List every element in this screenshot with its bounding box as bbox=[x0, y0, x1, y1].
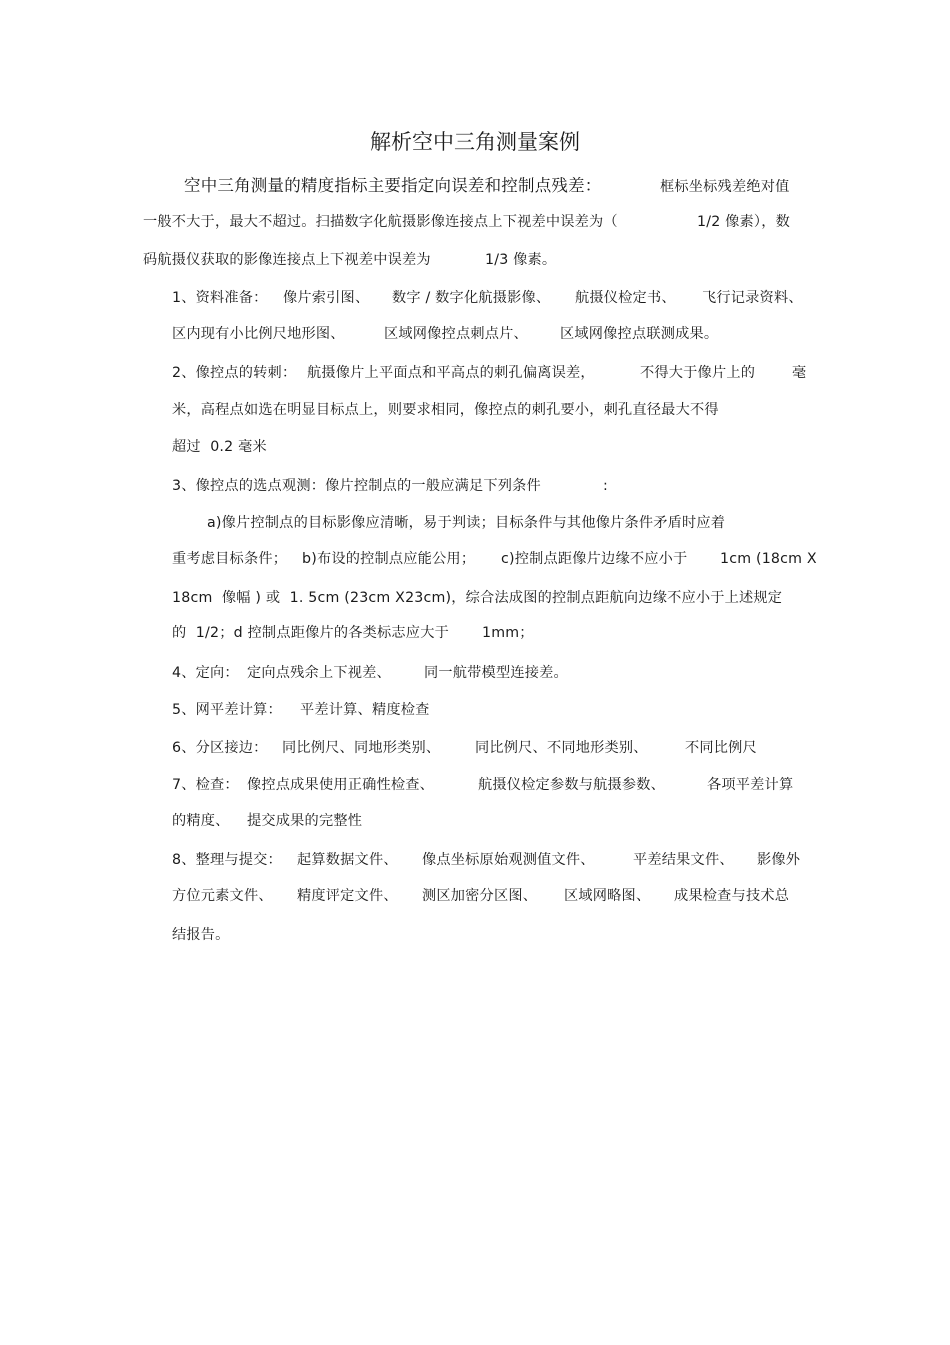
item4-text: 同一航带模型连接差。 bbox=[424, 665, 568, 681]
item3-text: c)控制点距像片边缘不应小于 bbox=[501, 551, 688, 567]
item8-text: 区域网略图、 bbox=[564, 888, 651, 904]
item8-text: 起算数据文件、 bbox=[297, 852, 398, 868]
item1-text: 像片索引图、 bbox=[283, 290, 370, 306]
item1-text: 数字 / 数字化航摄影像、 bbox=[392, 290, 551, 306]
item8-text: 方位元素文件、 bbox=[172, 888, 273, 904]
item3-text: 1cm (18cm X bbox=[720, 551, 817, 567]
item3-text: 1mm； bbox=[482, 625, 534, 641]
item8-text: 成果检查与技术总 bbox=[674, 888, 790, 904]
item6-heading: 6、分区接边： bbox=[172, 740, 268, 756]
item3-text: b)布设的控制点应能公用； bbox=[302, 551, 476, 567]
item2-text: 米，高程点如选在明显目标点上，则要求相同，像控点的刺孔要小，刺孔直径最大不得 bbox=[172, 402, 719, 418]
item1-text: 区内现有小比例尺地形图、 bbox=[172, 326, 345, 342]
intro-line-2b: 1/2 像素），数 bbox=[697, 214, 790, 230]
item1-text: 区域网像控点刺点片、 bbox=[384, 326, 528, 342]
intro-line-1b: 框标坐标残差绝对值 bbox=[660, 179, 790, 195]
item7-text: 像控点成果使用正确性检查、 bbox=[247, 777, 435, 793]
item5-heading: 5、网平差计算： bbox=[172, 702, 282, 718]
item7-text: 航摄仪检定参数与航摄参数、 bbox=[478, 777, 666, 793]
intro-line-3a: 码航摄仪获取的影像连接点上下视差中误差为 bbox=[143, 252, 431, 268]
item6-text: 不同比例尺 bbox=[685, 740, 757, 756]
item7-text: 各项平差计算 bbox=[707, 777, 794, 793]
intro-line-1a: 空中三角测量的精度指标主要指定向误差和控制点残差： bbox=[184, 176, 602, 195]
item8-text: 平差结果文件、 bbox=[633, 852, 734, 868]
item7-heading: 7、检查： bbox=[172, 777, 239, 793]
item8-text: 测区加密分区图、 bbox=[422, 888, 538, 904]
item7-text: 提交成果的完整性 bbox=[247, 813, 363, 829]
intro-line-3b: 1/3 像素。 bbox=[485, 252, 557, 268]
intro-line-2a: 一般不大于，最大不超过。扫描数字化航摄影像连接点上下视差中误差为（ bbox=[143, 214, 618, 230]
item2-heading: 2、像控点的转刺： bbox=[172, 365, 297, 381]
item5-text: 平差计算、精度检查 bbox=[300, 702, 430, 718]
item8-text: 精度评定文件、 bbox=[297, 888, 398, 904]
item3-heading: 3、像控点的选点观测：像片控制点的一般应满足下列条件 bbox=[172, 478, 541, 494]
item3-text: 重考虑目标条件； bbox=[172, 551, 288, 567]
item3-text: : bbox=[603, 478, 608, 494]
item6-text: 同比例尺、同地形类别、 bbox=[282, 740, 441, 756]
item2-text: 超过 0.2 毫米 bbox=[172, 439, 267, 455]
item8-heading: 8、整理与提交： bbox=[172, 852, 282, 868]
page-title: 解析空中三角测量案例 bbox=[370, 130, 580, 154]
item2-text: 毫 bbox=[792, 365, 807, 381]
item1-text: 航摄仪检定书、 bbox=[575, 290, 676, 306]
item4-text: 定向点残余上下视差、 bbox=[247, 665, 391, 681]
item4-heading: 4、定向： bbox=[172, 665, 239, 681]
item6-text: 同比例尺、不同地形类别、 bbox=[475, 740, 648, 756]
item7-text: 的精度、 bbox=[172, 813, 230, 829]
item3-text: a)像片控制点的目标影像应清晰，易于判读；目标条件与其他像片条件矛盾时应着 bbox=[207, 515, 726, 531]
item1-text: 飞行记录资料、 bbox=[702, 290, 803, 306]
item8-text: 影像外 bbox=[757, 852, 801, 868]
item3-text: 18cm 像幅 ) 或 1. 5cm (23cm X23cm)，综合法成图的控制点距航向边缘不应小于上述规定 bbox=[172, 590, 783, 606]
item1-text: 区域网像控点联测成果。 bbox=[560, 326, 719, 342]
item2-text: 不得大于像片上的 bbox=[640, 365, 756, 381]
item3-text: 的 1/2；d 控制点距像片的各类标志应大于 bbox=[172, 625, 449, 641]
item8-text: 结报告。 bbox=[172, 927, 230, 943]
item2-text: 航摄像片上平面点和平高点的刺孔偏离误差， bbox=[307, 365, 595, 381]
item8-text: 像点坐标原始观测值文件、 bbox=[422, 852, 595, 868]
item1-heading: 1、资料准备： bbox=[172, 290, 268, 306]
